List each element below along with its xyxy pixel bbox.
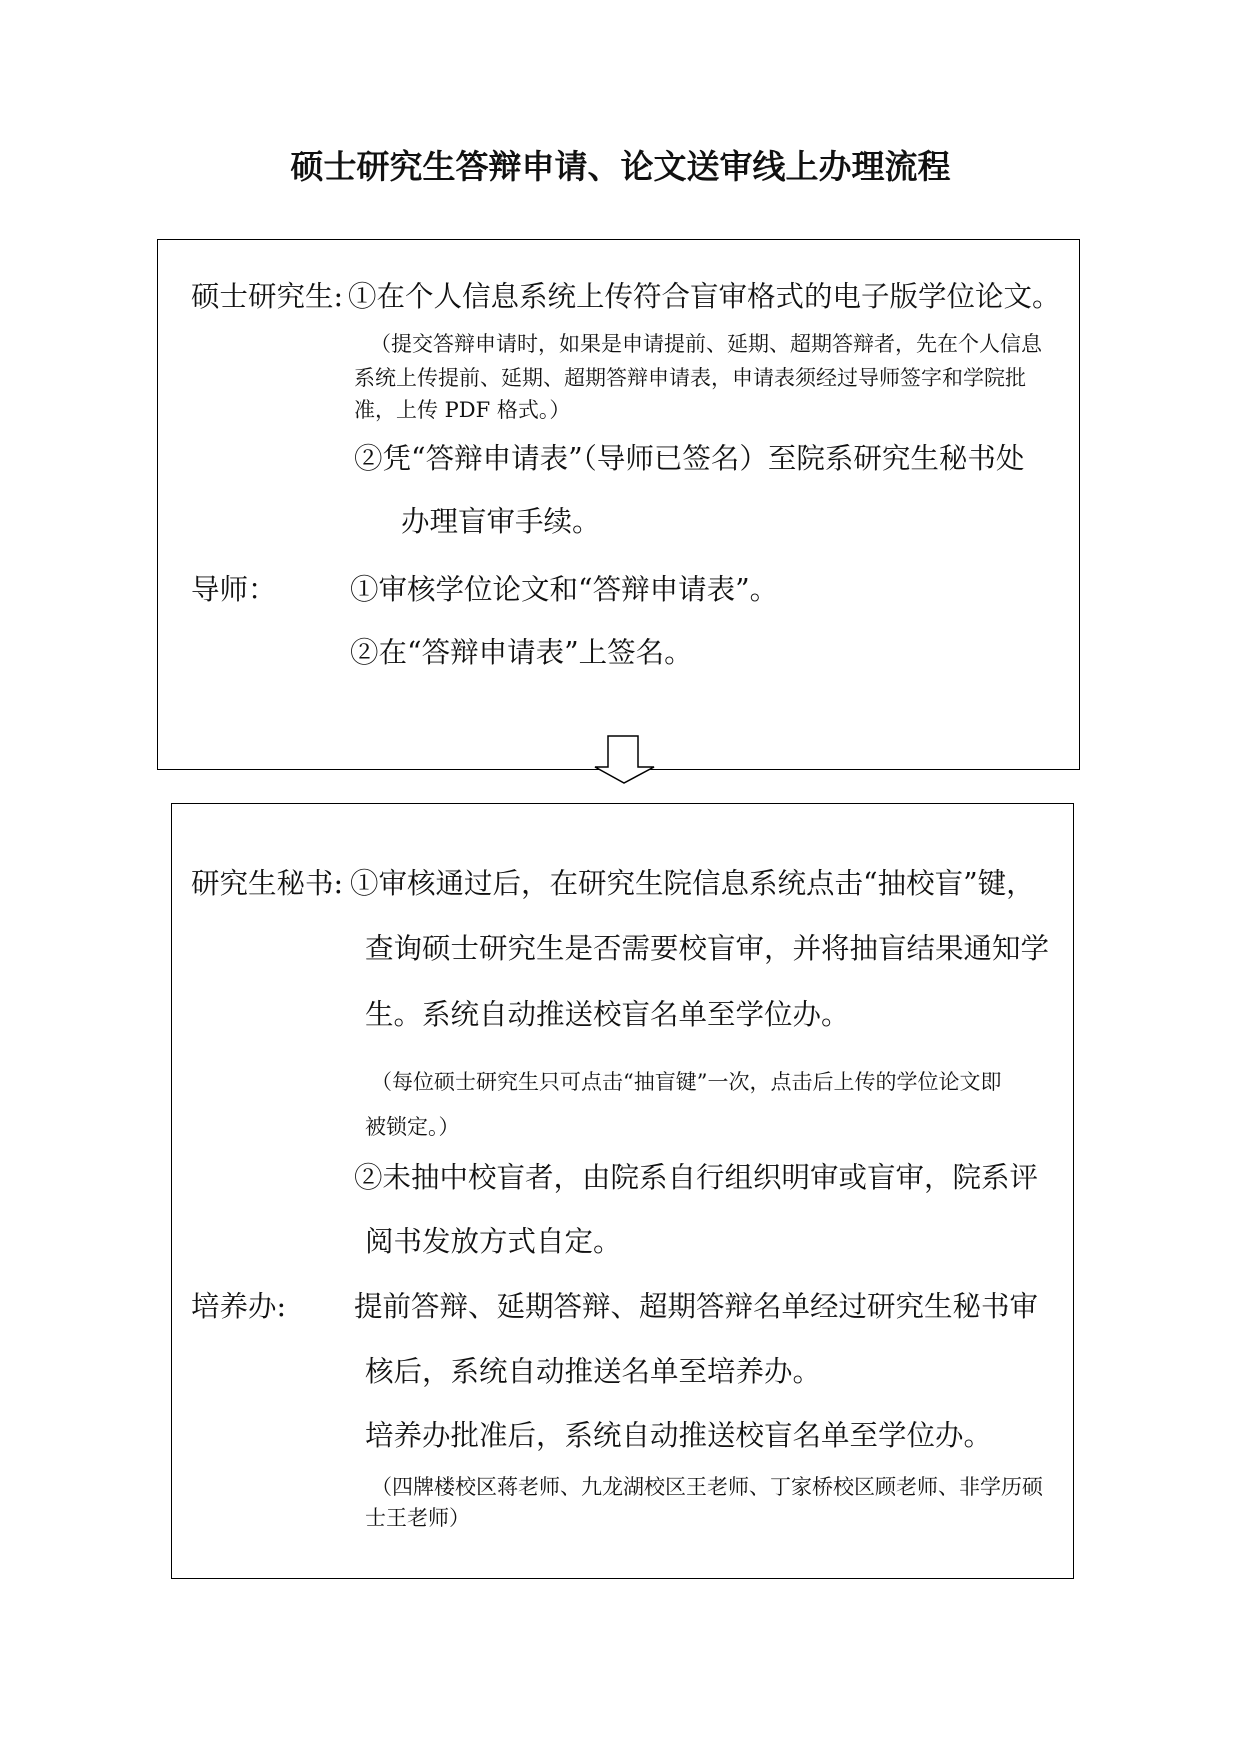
student-step1: ①在个人信息系统上传符合盲审格式的电子版学位论文。 [348, 280, 1061, 313]
secretary-note-line-2: 被锁定。） [365, 1115, 460, 1139]
secretary-step1-line-1: ①审核通过后，在研究生院信息系统点击“抽校盲”键， [350, 867, 1035, 900]
training-office-text-line-3: 培养办批准后，系统自动推送校盲名单至学位办。 [365, 1419, 993, 1452]
secretary-label: 研究生秘书: [191, 867, 344, 900]
student-note-line-2: 系统上传提前、延期、超期答辩申请表，申请表须经过导师签字和学院批 [354, 366, 1026, 390]
page-title: 硕士研究生答辩申请、论文送审线上办理流程 [290, 147, 951, 186]
training-office-note-line-2: 士王老师） [365, 1506, 470, 1530]
secretary-note-line-1: （每位硕士研究生只可点击“抽盲键”一次，点击后上传的学位论文即 [371, 1070, 1002, 1094]
student-note-line-3: 准，上传 PDF 格式。） [354, 398, 571, 422]
advisor-label: 导师： [191, 573, 277, 606]
training-office-text-line-2: 核后，系统自动推送名单至培养办。 [365, 1355, 822, 1388]
secretary-step1-line-3: 生。系统自动推送校盲名单至学位办。 [365, 998, 850, 1031]
secretary-step1-line-2: 查询硕士研究生是否需要校盲审，并将抽盲结果通知学 [365, 932, 1050, 965]
secretary-step2-line-2: 阅书发放方式自定。 [365, 1225, 622, 1258]
training-office-label: 培养办: [191, 1290, 287, 1323]
down-arrow-icon [594, 734, 656, 786]
advisor-step2: ②在“答辩申请表”上签名。 [350, 636, 693, 669]
step-box-student-advisor [157, 239, 1080, 770]
student-note-line-1: （提交答辩申请时，如果是申请提前、延期、超期答辩者，先在个人信息 [370, 332, 1042, 356]
secretary-step2-line-1: ②未抽中校盲者，由院系自行组织明审或盲审，院系评 [354, 1161, 1039, 1194]
advisor-step1: ①审核学位论文和“答辩申请表”。 [350, 573, 779, 606]
student-step2-line-2: 办理盲审手续。 [401, 505, 601, 538]
training-office-note-line-1: （四牌楼校区蒋老师、九龙湖校区王老师、丁家桥校区顾老师、非学历硕 [371, 1475, 1043, 1499]
student-label: 硕士研究生: [191, 280, 344, 313]
student-step2-line-1: ②凭“答辩申请表”（导师已签名）至院系研究生秘书处 [354, 442, 1025, 475]
training-office-text-line-1: 提前答辩、延期答辩、超期答辩名单经过研究生秘书审 [354, 1290, 1039, 1323]
